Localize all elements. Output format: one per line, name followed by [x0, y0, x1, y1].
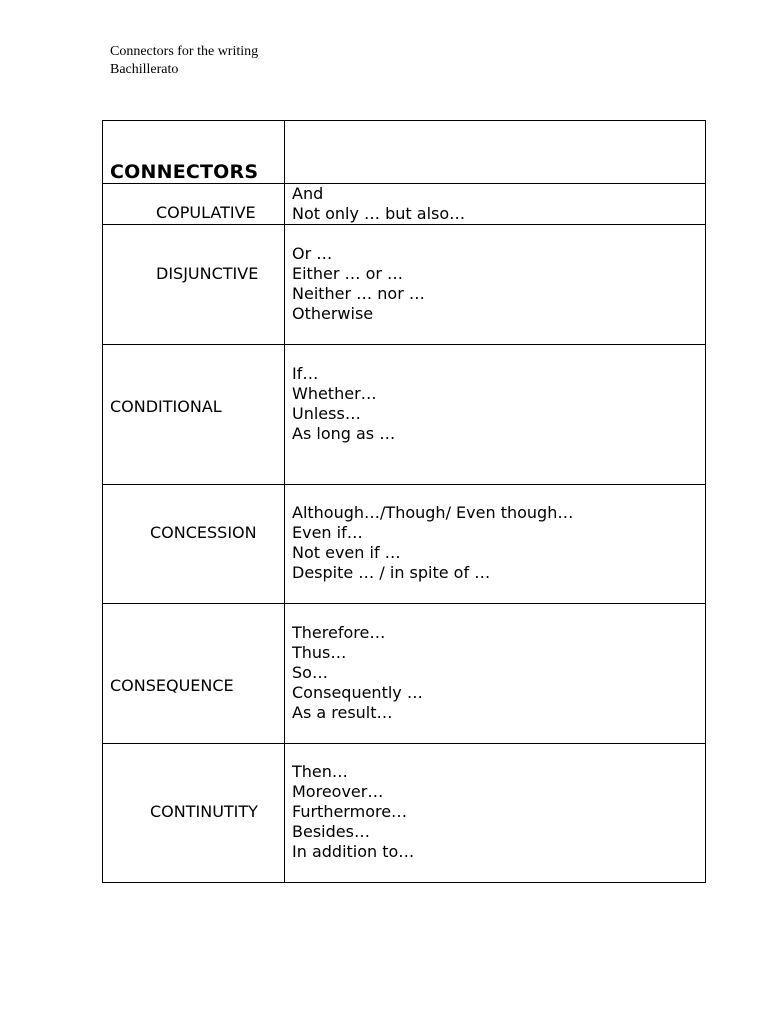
examples-cell	[285, 485, 706, 604]
example-item: As a result…	[292, 703, 393, 722]
category-label: CONCESSION	[150, 523, 257, 542]
example-item: Thus…	[292, 643, 347, 662]
category-cell	[103, 744, 285, 883]
example-item: Consequently …	[292, 683, 423, 702]
table-header-empty-cell	[285, 121, 706, 184]
example-item: Even if…	[292, 523, 363, 542]
example-item: Not even if …	[292, 543, 401, 562]
example-item: Either … or …	[292, 264, 404, 283]
category-label: CONDITIONAL	[110, 397, 222, 416]
example-item: Despite … / in spite of …	[292, 563, 491, 582]
table-title: CONNECTORS	[103, 121, 285, 184]
table-row	[103, 744, 706, 883]
example-item: Otherwise	[292, 304, 374, 323]
table-row	[103, 604, 706, 744]
example-item: As long as …	[292, 424, 396, 443]
connectors-table	[102, 120, 706, 883]
example-item: Neither … nor …	[292, 284, 425, 303]
table-row	[103, 184, 706, 225]
example-item: Or …	[292, 244, 333, 263]
examples-cell	[285, 184, 706, 225]
example-item: Although…/Though/ Even though…	[292, 503, 574, 522]
example-item: Whether…	[292, 384, 377, 403]
example-item: Then…	[292, 762, 348, 781]
category-cell	[103, 184, 285, 225]
table-header-row	[103, 121, 706, 184]
example-item: So…	[292, 663, 328, 682]
example-item: Unless…	[292, 404, 361, 423]
category-cell	[103, 345, 285, 485]
category-label: COPULATIVE	[156, 203, 256, 222]
examples-cell	[285, 744, 706, 883]
example-item: Therefore…	[292, 623, 386, 642]
category-label: CONSEQUENCE	[110, 676, 234, 695]
table-row	[103, 345, 706, 485]
examples-cell	[285, 345, 706, 485]
examples-cell	[285, 225, 706, 345]
table-row	[103, 485, 706, 604]
category-cell	[103, 485, 285, 604]
category-cell	[103, 604, 285, 744]
example-item: And	[292, 184, 324, 203]
example-item: Besides…	[292, 822, 370, 841]
example-item: Moreover…	[292, 782, 384, 801]
example-item: Furthermore…	[292, 802, 408, 821]
example-item: In addition to…	[292, 842, 415, 861]
category-label: CONTINUTITY	[150, 802, 258, 821]
header-line-1: Connectors for the writing	[110, 44, 259, 59]
example-item: If…	[292, 364, 319, 383]
example-item: Not only … but also…	[292, 204, 466, 223]
header-line-2: Bachillerato	[110, 62, 179, 77]
category-cell	[103, 225, 285, 345]
category-label: DISJUNCTIVE	[156, 264, 259, 283]
table-row	[103, 225, 706, 345]
examples-cell	[285, 604, 706, 744]
page-header	[110, 43, 258, 79]
